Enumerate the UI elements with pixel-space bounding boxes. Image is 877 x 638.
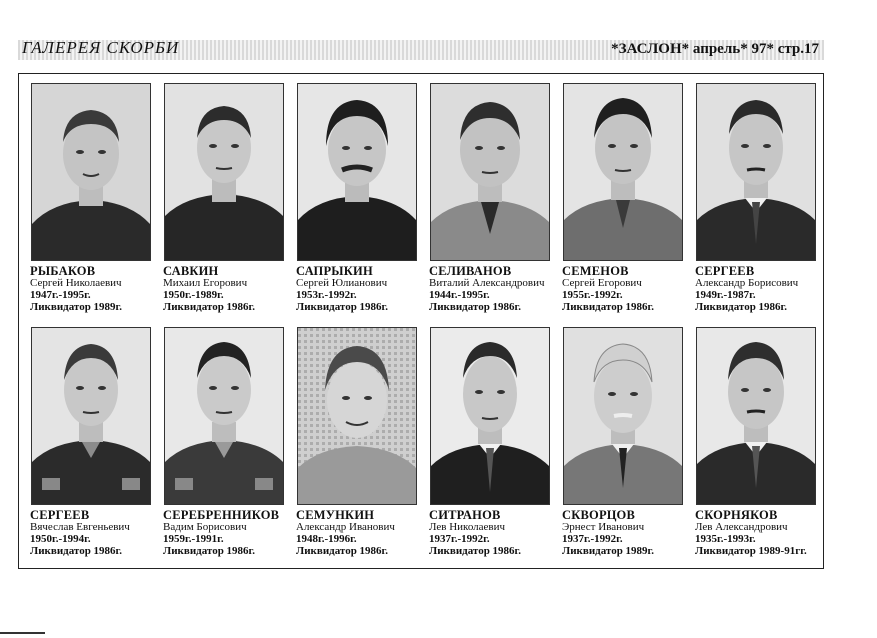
publication-source: *ЗАСЛОН* апрель* 97* стр.17 — [611, 41, 819, 57]
person-card — [560, 83, 691, 321]
person-card — [161, 327, 292, 565]
portrait-photo — [563, 327, 683, 505]
portrait-photo — [696, 83, 816, 261]
person-surname: РЫБАКОВ — [30, 264, 96, 278]
person-caption — [296, 265, 425, 313]
person-liquidator: Ликвидатор 1986г. — [296, 301, 389, 313]
person-card — [693, 83, 824, 321]
person-years: 1955г.-1992г. — [562, 289, 623, 301]
person-card — [28, 83, 159, 321]
person-years: 1948г.-1996г. — [296, 533, 357, 545]
person-card — [294, 327, 425, 565]
person-liquidator: Ликвидатор 1986г. — [296, 545, 389, 557]
portrait-photo — [563, 83, 683, 261]
person-liquidator: Ликвидатор 1986г. — [163, 301, 256, 313]
portrait-photo — [696, 327, 816, 505]
person-given-names: Александр Иванович — [296, 521, 395, 533]
person-liquidator: Ликвидатор 1989г. — [562, 545, 655, 557]
person-card — [427, 83, 558, 321]
portrait-photo — [164, 83, 284, 261]
person-caption — [30, 509, 159, 557]
person-given-names: Сергей Юлианович — [296, 277, 388, 289]
person-card — [161, 83, 292, 321]
portrait-photo — [430, 83, 550, 261]
person-card — [693, 327, 824, 565]
person-surname: СЕРЕБРЕННИКОВ — [163, 508, 280, 522]
person-liquidator: Ликвидатор 1986г. — [695, 301, 788, 313]
person-caption — [695, 509, 824, 557]
person-given-names: Вячеслав Евгеньевич — [30, 521, 130, 533]
person-years: 1950г.-1989г. — [163, 289, 224, 301]
person-given-names: Сергей Егорович — [562, 277, 642, 289]
person-given-names: Лев Александрович — [695, 521, 788, 533]
person-surname: СЕРГЕЕВ — [695, 264, 755, 278]
person-years: 1950г.-1994г. — [30, 533, 91, 545]
person-surname: СЕМЕНОВ — [562, 264, 629, 278]
portrait-photo — [297, 327, 417, 505]
person-years: 1959г.-1991г. — [163, 533, 224, 545]
portrait-photo — [31, 327, 151, 505]
person-surname: СКВОРЦОВ — [562, 508, 636, 522]
person-liquidator: Ликвидатор 1989-91гг. — [695, 545, 807, 557]
person-caption — [695, 265, 824, 313]
person-given-names: Лев Николаевич — [429, 521, 506, 533]
person-caption — [163, 265, 292, 313]
person-surname: СЕРГЕЕВ — [30, 508, 90, 522]
person-card — [560, 327, 691, 565]
person-caption — [562, 265, 691, 313]
person-given-names: Вадим Борисович — [163, 521, 247, 533]
person-years: 1953г.-1992г. — [296, 289, 357, 301]
person-surname: САПРЫКИН — [296, 264, 373, 278]
person-caption — [429, 265, 558, 313]
person-caption — [562, 509, 691, 557]
bottom-rule — [0, 632, 45, 634]
portrait-photo — [297, 83, 417, 261]
person-liquidator: Ликвидатор 1986г. — [163, 545, 256, 557]
portrait-grid — [28, 83, 818, 565]
person-card — [28, 327, 159, 565]
portrait-photo — [430, 327, 550, 505]
person-given-names: Александр Борисович — [695, 277, 799, 289]
person-caption — [429, 509, 558, 557]
person-caption — [30, 265, 159, 313]
person-surname: СКОРНЯКОВ — [695, 508, 778, 522]
person-given-names: Виталий Александрович — [429, 277, 545, 289]
person-caption — [163, 509, 292, 557]
person-surname: СИТРАНОВ — [429, 508, 501, 522]
person-liquidator: Ликвидатор 1986г. — [562, 301, 655, 313]
person-caption — [296, 509, 425, 557]
person-card — [427, 327, 558, 565]
portrait-photo — [31, 83, 151, 261]
person-given-names: Михаил Егорович — [163, 277, 248, 289]
page-title: ГАЛЕРЕЯ СКОРБИ — [22, 38, 180, 57]
person-surname: СЕЛИВАНОВ — [429, 264, 512, 278]
person-given-names: Эрнест Иванович — [562, 521, 645, 533]
person-surname: СЕМУНКИН — [296, 508, 375, 522]
person-years: 1947г.-1995г. — [30, 289, 91, 301]
person-years: 1935г.-1993г. — [695, 533, 756, 545]
person-years: 1937г.-1992г. — [429, 533, 490, 545]
person-years: 1949г.-1987г. — [695, 289, 756, 301]
person-liquidator: Ликвидатор 1986г. — [429, 301, 522, 313]
portrait-photo — [164, 327, 284, 505]
person-card — [294, 83, 425, 321]
person-years: 1937г.-1992г. — [562, 533, 623, 545]
person-liquidator: Ликвидатор 1986г. — [429, 545, 522, 557]
person-years: 1944г.-1995г. — [429, 289, 490, 301]
person-given-names: Сергей Николаевич — [30, 277, 122, 289]
person-liquidator: Ликвидатор 1989г. — [30, 301, 123, 313]
person-liquidator: Ликвидатор 1986г. — [30, 545, 123, 557]
person-surname: САВКИН — [163, 264, 219, 278]
